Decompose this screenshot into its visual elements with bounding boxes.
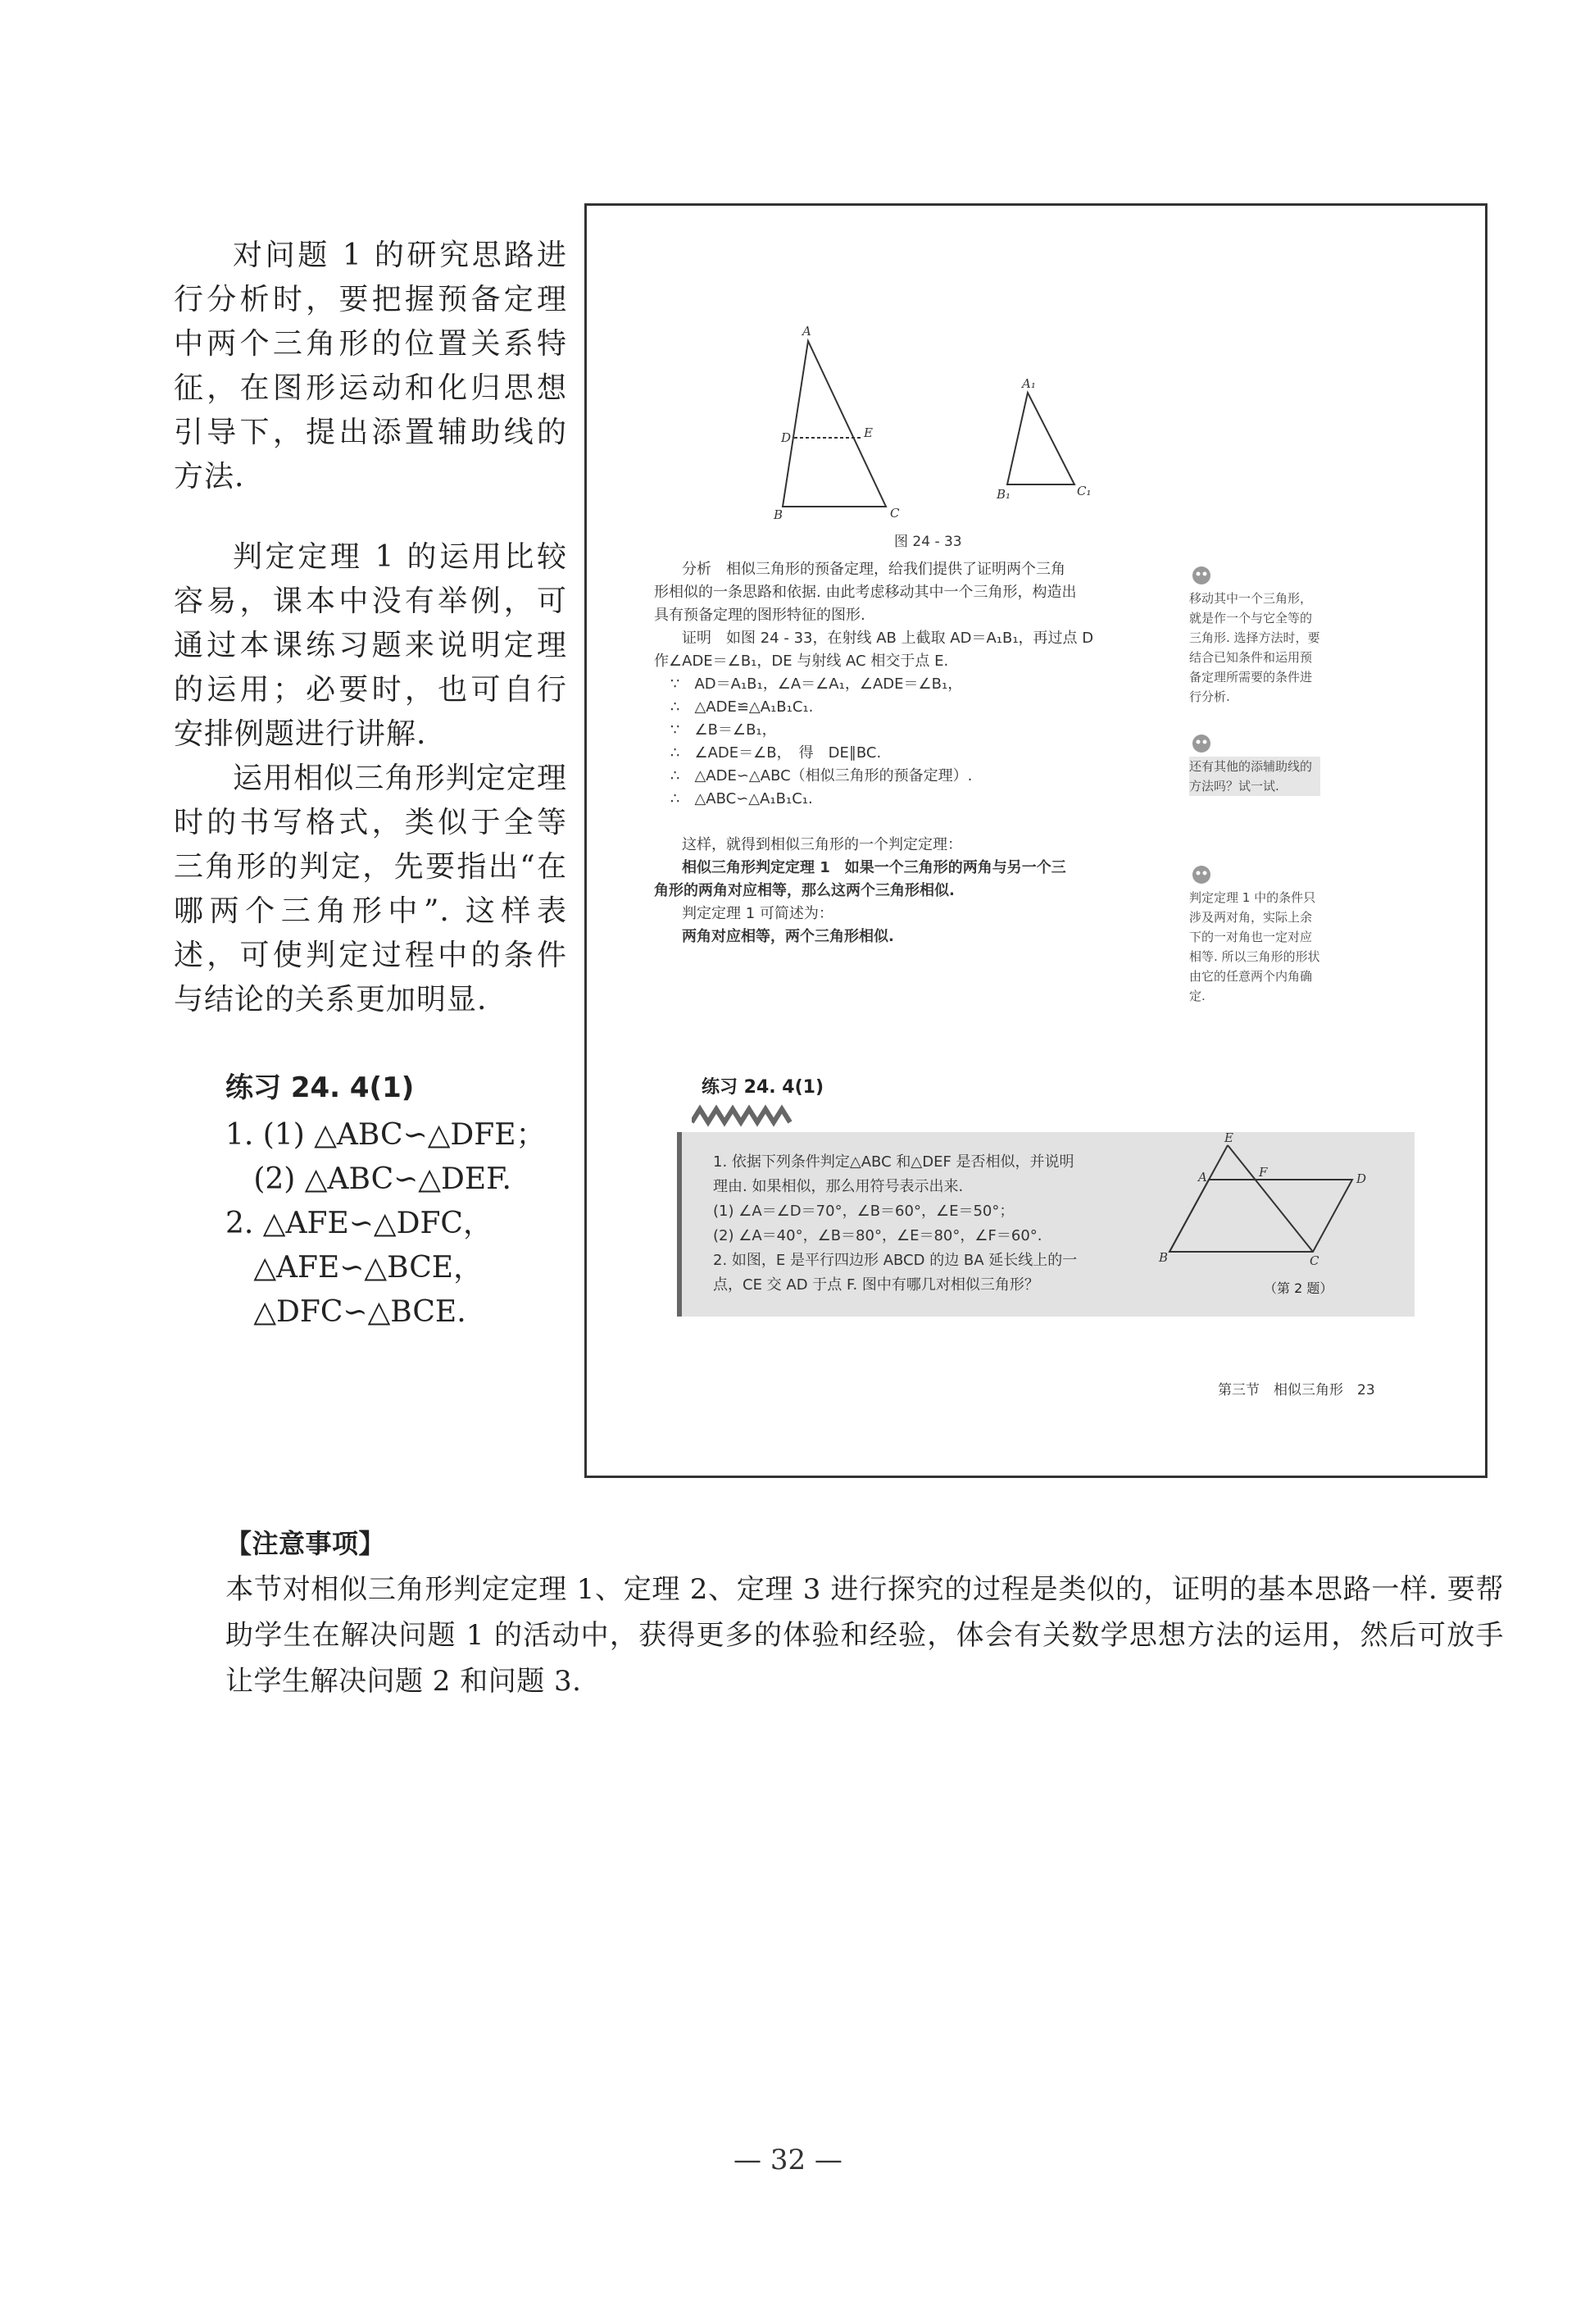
text-line: ∴ △ADE≌△A₁B₁C₁. — [670, 698, 814, 716]
label-b: B — [1159, 1250, 1169, 1265]
label-a: A — [802, 324, 811, 339]
exercise-line: (1) ∠A＝∠D＝70°，∠B＝60°，∠E＝50°； — [713, 1203, 1015, 1220]
text-line: 证明 如图 24 - 33，在射线 AB 上截取 AD＝A₁B₁，再过点 D — [682, 630, 1094, 647]
note-paragraph-1: 对问题 1 的研究思路进行分析时，要把握预备定理中两个三角形的位置关系特征，在图形运动和化归思想引导下，提出添置辅助线的方法. — [174, 239, 567, 493]
mascot-icon — [1189, 562, 1214, 587]
label-d: D — [781, 430, 792, 445]
notes-section — [225, 1521, 1504, 1704]
answer-line: 2. △AFE∽△DFC， — [225, 1207, 493, 1240]
side-note-1 — [1189, 562, 1320, 707]
side-note-text: 判定定理 1 中的条件只涉及两对角，实际上余下的一对角也一定对应相等. 所以三角形的形状由它的任意两个内角确定. — [1189, 890, 1320, 1003]
label-b: B — [774, 507, 783, 522]
note-paragraph-3: 运用相似三角形判定定理时的书写格式，类似于全等三角形的判定，先要指出“在哪两个三角形中”. 这样表述，可使判定过程中的条件与结论的关系更加明显. — [174, 762, 567, 1016]
notes-body-text: 本节对相似三角形判定定理 1、定理 2、定理 3 进行探究的过程是类似的，证明的基本思路一样. 要帮助学生在解决问题 1 的活动中，获得更多的体验和经验，体会有关数学思想方法的运用，然后可放手让学生解决问题 2 和问题 3. — [225, 1573, 1504, 1698]
exercise-line: 点，CE 交 AD 于点 F. 图中有哪几对相似三角形？ — [713, 1276, 1039, 1294]
text-line: ∴ △ABC∽△A₁B₁C₁. — [670, 790, 813, 807]
label-a: A — [1198, 1170, 1207, 1185]
text-line: ∵ ∠B＝∠B₁， — [670, 721, 777, 739]
label-f: F — [1259, 1165, 1268, 1180]
answers-title: 练习 24. 4(1) — [225, 1071, 415, 1104]
theorem-line: 相似三角形判定定理 1 如果一个三角形的两角与另一个三 — [682, 859, 1066, 876]
label-a1: A₁ — [1022, 376, 1036, 391]
exercise-box — [677, 1132, 1415, 1317]
triangle-a1b1c1 — [1007, 393, 1074, 484]
text-line: 形相似的一条思路和依据. 由此考虑移动其中一个三角形，构造出 — [654, 584, 1077, 601]
segment-ec — [1228, 1145, 1313, 1252]
mascot-icon — [1189, 730, 1214, 755]
label-d: D — [1356, 1171, 1367, 1186]
proof-text — [654, 558, 1170, 948]
label-e: E — [864, 425, 873, 440]
figure-caption: 图 24 - 33 — [894, 534, 962, 550]
exercise-figure-caption: （第 2 题） — [1264, 1280, 1333, 1296]
zigzag-decoration — [692, 1098, 798, 1130]
side-note-text: 移动其中一个三角形，就是作一个与它全等的三角形. 选择方法时，要结合已知条件和运用预备定理所需要的条件进行分析. — [1189, 591, 1320, 704]
textbook-page — [584, 203, 1487, 1478]
label-e: E — [1224, 1132, 1233, 1145]
parallelogram-abcd — [1170, 1180, 1352, 1252]
triangle-abc — [783, 341, 886, 507]
textbook-footer: 第三节 相似三角形 23 — [1218, 1382, 1375, 1398]
answer-line: △DFC∽△BCE. — [225, 1295, 466, 1329]
theorem-line: 角形的两角对应相等，那么这两个三角形相似. — [654, 882, 955, 899]
text-line: ∵ AD＝A₁B₁，∠A＝∠A₁，∠ADE＝∠B₁， — [670, 675, 963, 693]
exercise-line: 2. 如图，E 是平行四边形 ABCD 的边 BA 延长线上的一 — [713, 1252, 1078, 1269]
text-line: 分析 相似三角形的预备定理，给我们提供了证明两个三角 — [682, 561, 1065, 578]
side-note-text: 还有其他的添辅助线的方法吗？试一试. — [1189, 757, 1320, 796]
side-note-3 — [1189, 862, 1320, 1006]
text-line: ∴ ∠ADE＝∠B， 得 DE∥BC. — [670, 744, 882, 762]
answer-line: (2) △ABC∽△DEF. — [225, 1162, 511, 1196]
label-c: C — [890, 506, 900, 521]
exercise-line: (2) ∠A＝40°，∠B＝80°，∠E＝80°，∠F＝60°. — [713, 1227, 1042, 1244]
text-line: ∴ △ADE∽△ABC（相似三角形的预备定理）. — [670, 767, 973, 785]
theorem-summary: 两角对应相等，两个三角形相似. — [682, 928, 894, 945]
mascot-icon — [1189, 862, 1214, 886]
exercise-title: 练习 24. 4(1) — [702, 1077, 824, 1098]
text-line: 判定定理 1 可简述为： — [682, 905, 833, 922]
notes-body — [225, 1567, 1504, 1704]
teaching-notes — [174, 234, 567, 1022]
answer-line: △AFE∽△BCE， — [225, 1251, 484, 1285]
page-number: — 32 — — [733, 2144, 843, 2176]
text-line: 这样，就得到相似三角形的一个判定定理： — [682, 836, 962, 853]
figure-24-33 — [587, 206, 1490, 534]
text-line: 具有预备定理的图形特征的图形. — [654, 607, 865, 624]
side-note-2 — [1189, 730, 1320, 796]
answer-line: 1. (1) △ABC∽△DFE； — [225, 1118, 546, 1152]
text-line: 作∠ADE＝∠B₁，DE 与射线 AC 相交于点 E. — [654, 653, 949, 670]
label-b1: B₁ — [997, 487, 1011, 502]
label-c1: C₁ — [1077, 484, 1092, 498]
exercise-line: 1. 依据下列条件判定△ABC 和△DEF 是否相似，并说明 — [713, 1153, 1074, 1171]
notes-heading: 【注意事项】 — [225, 1528, 386, 1559]
exercise-line: 理由. 如果相似，那么用符号表示出来. — [713, 1178, 964, 1195]
label-c: C — [1310, 1253, 1319, 1268]
note-paragraph-2: 判定定理 1 的运用比较容易，课本中没有举例，可通过本课练习题来说明定理的运用；必要时，也可自行安排例题进行讲解. — [174, 540, 567, 751]
segment-be — [1170, 1145, 1228, 1252]
exercise-answers — [225, 1066, 546, 1335]
